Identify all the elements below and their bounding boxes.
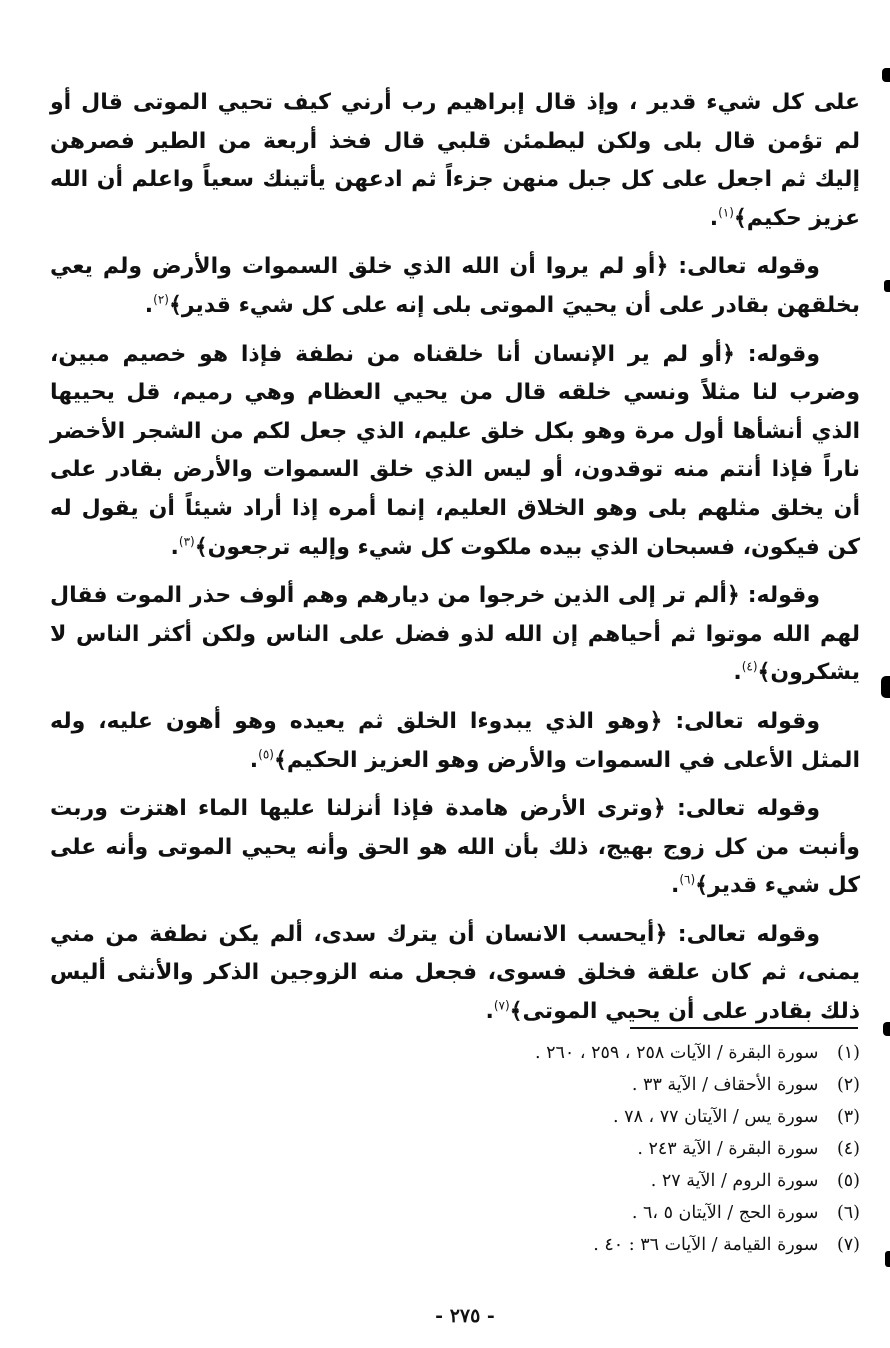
footnote-number: (٥): [836, 1171, 860, 1191]
footnote-3: [360, 1101, 860, 1133]
footnote-text: سورة القيامة / الآيات ٣٦ : ٤٠ .: [593, 1235, 819, 1255]
footnote-number: (٣): [836, 1107, 860, 1127]
footnote-ref-1: (١): [718, 205, 734, 220]
footnote-text: سورة الأحقاف / الآية ٣٣ .: [631, 1075, 819, 1095]
footnote-6: [360, 1197, 860, 1229]
paragraph-1: على كل شيء قدير ، وإذ قال إبراهيم رب أرني كيف تحيي الموتى قال أو لم تؤمن قال بلى ولكن ليطمئن قلبي قال فخذ أربعة من الطير فصرهن إليك ثم اجعل على كل جبل منهن جزءاً ثم ادعهن يأتينك سعياً واعلم أن الله عزيز حكيم﴾$^{(١)}$.: [50, 90, 860, 231]
footnote-number: (٦): [836, 1203, 860, 1223]
footnotes-list: [360, 1037, 860, 1261]
footnote-text: سورة البقرة / الآية ٢٤٣ .: [637, 1139, 819, 1159]
footnote-2: [360, 1069, 860, 1101]
footnote-4: [360, 1133, 860, 1165]
paragraph-7: وقوله تعالى: ﴿أيحسب الانسان أن يترك سدى، ألم يكن نطفة من مني يمنى، ثم كان علقة فخلق فسوى، فجعل منه الزوجين الذكر والأنثى أليس ذلك بقادر على أن يحيي الموتى﴾$^{(٧)}$.: [50, 921, 860, 1025]
paragraph-5: وقوله تعالى: ﴿وهو الذي يبدوءا الخلق ثم يعيده وهو أهون عليه، وله المثل الأعلى في السموات والأرض وهو العزيز الحكيم﴾$^{(٥)}$.: [50, 708, 860, 773]
scan-mark-footnote: [883, 1022, 890, 1036]
footnote-ref-2: (٢): [153, 292, 169, 307]
footnote-text: سورة الروم / الآية ٢٧ .: [650, 1171, 819, 1191]
main-text: [50, 84, 860, 1042]
paragraph-4: وقوله: ﴿ألم تر إلى الذين خرجوا من ديارهم وهم ألوف حذر الموت فقال لهم الله موتوا ثم أحياهم إن الله لذو فضل على الناس ولكن أكثر الناس لا يشكرون﴾$^{(٤)}$.: [50, 583, 860, 686]
footnote-ref-6: (٦): [679, 872, 696, 887]
footnote-ref-3: (٣): [178, 534, 195, 549]
footnote-text: سورة يس / الآيتان ٧٧ ، ٧٨ .: [613, 1107, 819, 1127]
paragraph-6: وقوله تعالى: ﴿وترى الأرض هامدة فإذا أنزلنا عليها الماء اهتزت وربت وأنبت من كل زوج بهيج، ذلك بأن الله هو الحق وأنه يحيي الموتى وأنه على كل شيء قدير﴾$^{(٦)}$.: [50, 796, 860, 899]
scan-mark-bottom: [885, 1251, 890, 1267]
footnote-number: (٢): [836, 1075, 860, 1095]
footnote-number: (٧): [836, 1235, 860, 1255]
scan-mark-lower: [881, 676, 890, 698]
footnote-number: (١): [836, 1043, 860, 1063]
footnote-text: سورة الحج / الآيتان ٥ ،٦ .: [631, 1203, 819, 1223]
footnote-ref-4: (٤): [741, 659, 758, 674]
footnote-7: [360, 1229, 860, 1261]
footnote-number: (٤): [836, 1139, 860, 1159]
footnote-divider: [630, 1027, 858, 1029]
page-number: - ٢٧٥ -: [435, 1305, 495, 1327]
footnote-1: [360, 1037, 860, 1069]
scan-mark-middle: [884, 280, 890, 292]
scan-mark-top: [882, 68, 890, 82]
paragraph-2: وقوله تعالى: ﴿أو لم يروا أن الله الذي خلق السموات والأرض ولم يعي بخلقهن بقادر على أن يحييَ الموتى بلى إنه على كل شيء قدير﴾$^{(٢)}$.: [50, 254, 860, 318]
footnote-text: سورة البقرة / الآيات ٢٥٨ ، ٢٥٩ ، ٢٦٠ .: [534, 1043, 819, 1063]
footnote-ref-5: (٥): [258, 747, 274, 762]
footnote-ref-7: (٧): [493, 998, 510, 1013]
footnote-5: [360, 1165, 860, 1197]
paragraph-3: وقوله: ﴿أو لم ير الإنسان أنا خلقناه من نطفة فإذا هو خصيم مبين، وضرب لنا مثلاً ونسي خلقه قال من يحيي العظام وهي رميم، قل يحييها الذي أنشأها أول مرة وهو بكل خلق عليم، الذي جعل لكم من الشجر الأخضر ناراً فإذا أنتم منه توقدون، أو ليس الذي خلق السموات والأرض بقادر على أن يخلق مثلهم بلى وهو الخلاق العليم، إنما أمره إذا أراد شيئاً أن يقول له كن فيكون، فسبحان الذي بيده ملكوت كل شيء وإليه ترجعون﴾$^{(٣)}$.: [50, 341, 860, 560]
